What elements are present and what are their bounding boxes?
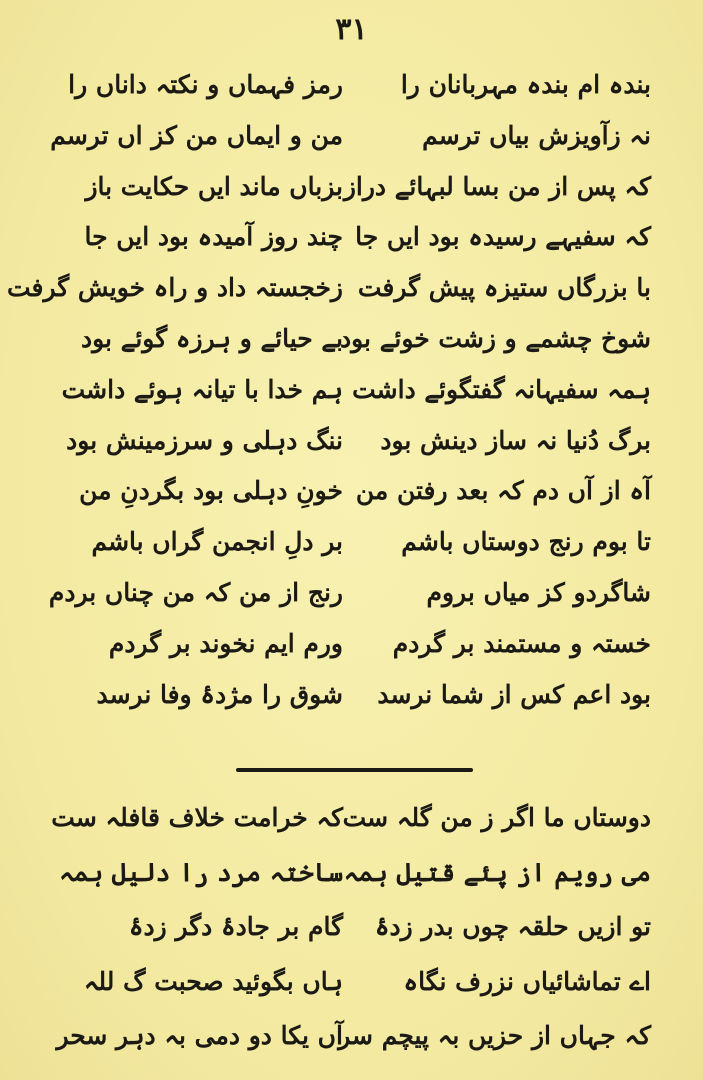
verse-line: آہ از آں دم کہ بعد رفتن من [355, 476, 651, 506]
verse-line: بود اعم کس از شما نرسد [377, 679, 651, 709]
verse-line: شوق را مژدۂ وفا نرسد [96, 679, 343, 709]
verse-column-right [340, 70, 651, 732]
verse-line: تا بوم رنج دوستاں باشم [401, 527, 651, 557]
verse-line: خونِ دہلی بود بگردنِ من [79, 476, 343, 506]
verse-column-right [338, 803, 651, 1078]
verse-column-left [51, 803, 343, 1078]
verse-line: کہ خرامت خلاف قافلہ ست [51, 803, 343, 832]
verse-line: ورم ایم نخوند بر گردم [108, 628, 343, 658]
verse-line: ہم خدا با تیانہ ہوئے داشت [61, 374, 343, 404]
verse-line: ننگ دہلی و سرزمینش بود [66, 425, 343, 455]
verse-line: زخجستہ داد و راہ خویش گرفت [6, 273, 343, 303]
verse-line: آں یکا دو دمی بہ دہر سحر [56, 1021, 343, 1050]
verse-line: کہ سفیہے رسیدہ بود ایں جا [355, 222, 651, 252]
verse-line: بر دلِ انجمن گراں باشم [91, 527, 343, 557]
verse-line: شوخ چشمے و زشت خوئے بود [340, 323, 651, 353]
verse-line: گام بر جادۂ دگر زدۂ [128, 912, 343, 941]
verse-line: تو ازیں حلقہ چوں بدر زدۂ [374, 912, 651, 941]
verse-line: چند روز آمیدہ بود ایں جا [84, 222, 343, 252]
verse-line: بزباں ماند ایں حکایت باز [85, 171, 343, 201]
verse-line: ہمہ سفیہانہ گفتگوئے داشت [352, 374, 651, 404]
verse-line: بندہ ام بندہ مہربانان را [400, 70, 651, 99]
verse-column-left [6, 70, 343, 732]
section-divider [236, 768, 473, 772]
verse-line: من و ایماں من کز اں ترسم [50, 120, 343, 150]
page-number: ۳۱ [335, 12, 368, 47]
verse-line: دوستاں ما اگر ز من گلہ ست [342, 803, 651, 832]
verse-line: برگ دُنیا نہ ساز دینش بود [380, 425, 651, 455]
verse-line: رمز فہماں و نکتہ داناں را [68, 70, 343, 99]
verse-line: خستہ و مستمند بر گردم [392, 628, 651, 658]
verse-line: نہ زآویزش بیاں ترسم [422, 120, 651, 150]
verse-line: بے حیائے و ہرزہ گوئے بود [80, 323, 343, 353]
verse-line: اے تماشائیاں نزرف نگاہ [403, 966, 651, 996]
verse-line: شاگردو کز میاں بروم [426, 577, 651, 607]
verse-line: کہ پس از من بسا لبہائے دراز [343, 171, 651, 201]
verse-line: با بزرگاں ستیزہ پیش گرفت [357, 273, 651, 303]
verse-line: رنج از من کہ من چناں بردم [48, 577, 343, 607]
verse-line: کہ جہاں از حزیں بہ پیچم سر [338, 1021, 651, 1050]
verse-line: ہاں بگوئید صحبت گ للہ [83, 966, 343, 996]
verse-line: ساختہ مرد را دلیل ہمہ [59, 857, 343, 887]
verse-line: می رویم از پئے قتیل ہمہ [343, 857, 651, 887]
